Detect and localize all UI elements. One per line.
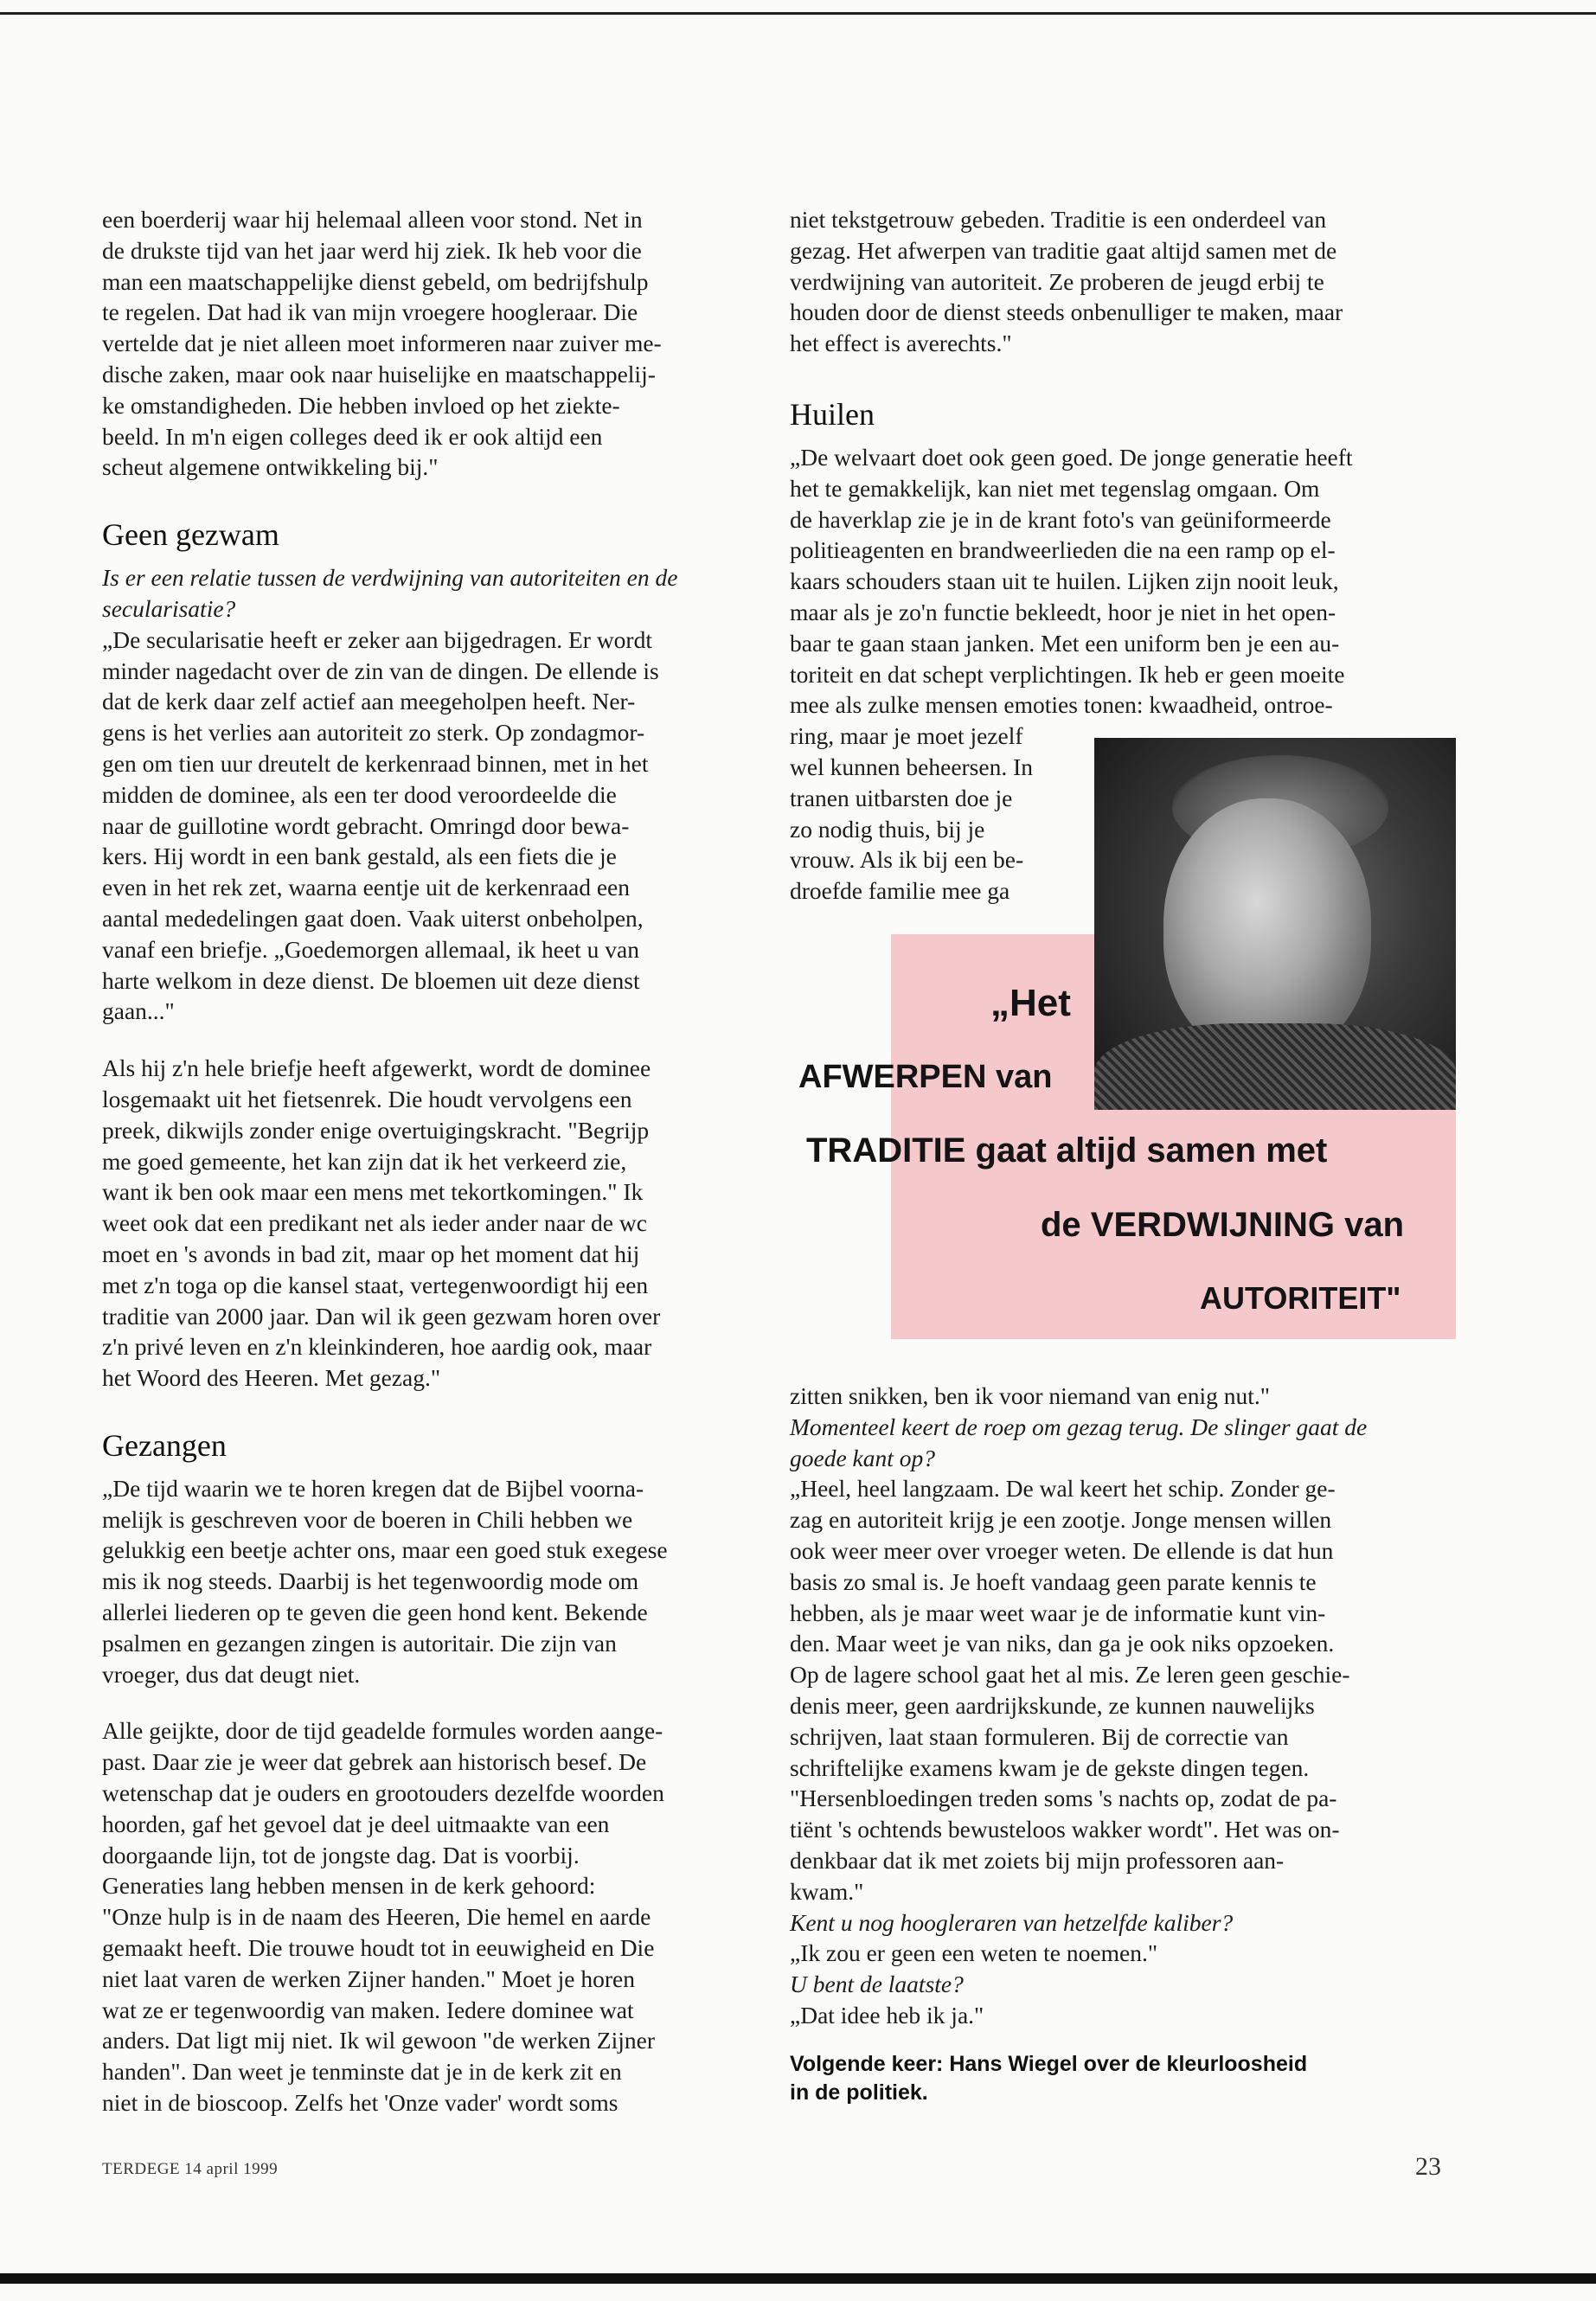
paragraph: „De secularisatie heeft er zeker aan bijgedragen. Er wordt minder nagedacht over de zin van de dingen. De ellende is dat de kerk daar zelf actief aan meegeholpen heeft. Ner- gens is het verlies aan autoriteit zo sterk. Op zondagmor- gen om tien uur dreutelt de kerkenraad binnen, met in het midden de dominee, als een ter dood veroordeelde die naar de guillotine wordt gebracht. Omringd door bewa- kers. Hij wordt in een bank gestald, als een fiets die je even in het rek zet, waarna eentje uit de kerkenraad een aantal mededelingen gaat doen. Vaak uiterst onbeholpen, vanaf een briefje. „Goedemorgen allemaal, ik heet u van harte welkom in deze dienst. De bloemen uit deze dienst gaan..." — [102, 625, 659, 1025]
interview-question: Kent u nog hoogleraren van hetzelfde kaliber? — [790, 1908, 1234, 1936]
next-issue-teaser: Volgende keer: Hans Wiegel over de kleurloosheid in de politiek. — [790, 2051, 1308, 2105]
pullquote-line: AFWERPEN van — [798, 1059, 1053, 1095]
section-heading-huilen: Huilen — [790, 396, 875, 432]
top-rule — [0, 12, 1596, 15]
pullquote-line: AUTORITEIT" — [1200, 1280, 1401, 1316]
page-number: 23 — [1415, 2152, 1441, 2181]
portrait-photo — [1094, 738, 1456, 1110]
interview-question: U bent de laatste? — [790, 1971, 964, 1998]
paragraph: „De tijd waarin we te horen kregen dat de Bijbel voorna- melijk is geschreven voor de boeren in Chili hebben we gelukkig een beetje achter ons, maar een goed stuk exegese mis ik nog steeds. Daarbij is het tegenwoordig mode om allerlei liederen op te geven die geen hond kent. Bekende psalmen en gezangen zingen is autoritair. Die zijn van vroeger, dus dat deugt niet. — [102, 1474, 668, 1688]
portrait-coat — [1094, 1023, 1456, 1110]
paragraph: niet tekstgetrouw gebeden. Traditie is een onderdeel van gezag. Het afwerpen van traditie gaat altijd samen met de verdwijning van autoriteit. Ze proberen de jeugd erbij te houden door de dienst steeds onbenulliger te maken, maar het effect is averechts." — [790, 206, 1343, 357]
pullquote-line: de VERDWIJNING van — [1041, 1206, 1405, 1244]
paragraph: „Dat idee heb ik ja." — [790, 2001, 984, 2029]
paragraph: „Heel, heel langzaam. De wal keert het schip. Zonder ge- zag en autoriteit krijg je een zootje. Jonge mensen willen ook weer meer over vroeger weten. De ellende is dat hun basis zo smal is. Je hoeft vandaag geen parate kennis te hebben, als je maar weet waar je de informatie kunt vin- den. Maar weet je van niks, dan ga je ook niks opzoeken. Op de lagere school gaat het al mis. Ze leren geen geschie- denis meer, geen aardrijkskunde, ze kunnen nauwelijks schrijven, laat staan formuleren. Bij de correctie van schriftelijke examens kwam je de gekste dingen tegen. "Hersenbloedingen treden soms 's nachts op, zodat de pa- tiënt 's ochtends bewusteloos wakker wordt". Het was on- denkbaar dat ik met zoiets bij mijn professoren aan- kwam." — [790, 1475, 1350, 1905]
section-heading-geen-gezwam: Geen gezwam — [102, 517, 279, 553]
pullquote-line: TRADITIE gaat altijd samen met — [806, 1131, 1328, 1170]
paragraph: zitten snikken, ben ik voor niemand van enig nut." — [790, 1382, 1270, 1409]
section-heading-gezangen: Gezangen — [102, 1427, 227, 1463]
footer-publication: TERDEGE 14 april 1999 — [102, 2160, 279, 2178]
pullquote-line: „Het — [990, 982, 1071, 1024]
paragraph: Alle geijkte, door de tijd geadelde formules worden aange- past. Daar zie je weer dat gebrek aan historisch besef. De wetenschap dat je ouders en grootouders dezelfde woorden hoorden, gaf het gevoel dat je deel uitmaakte van een doorgaande lijn, tot de jongste dag. Dat is voorbij. Generaties lang hebben mensen in de kerk gehoord: "Onze hulp is in de naam des Heeren, Die hemel en aarde gemaakt heeft. Die trouwe houdt tot in eeuwigheid en Die niet laat varen de werken Zijner handen." Moet je horen wat ze er tegenwoordig van maken. Iedere dominee wat anders. Dat ligt mij niet. Ik wil gewoon "de werken Zijner handen". Dan weet je tenminste dat je in de kerk zit en niet in de bioscoop. Zelfs het 'Onze vader' wordt soms — [102, 1717, 664, 2117]
portrait-face — [1163, 798, 1371, 1058]
bottom-rule — [0, 2273, 1596, 2284]
interview-question: Momenteel keert de roep om gezag terug. De slinger gaat de goede kant op? — [790, 1413, 1368, 1471]
interview-question: Is er een relatie tussen de verdwijning van autoriteiten en de secularisatie? — [102, 564, 678, 622]
paragraph-wrap-photo: ring, maar je moet jezelf wel kunnen beheersen. In tranen uitbarsten doe je zo nodig thuis, bij je vrouw. Als ik bij een be- droefde familie mee ga — [790, 722, 1034, 905]
paragraph: Als hij z'n hele briefje heeft afgewerkt, wordt de dominee losgemaakt uit het fietsenrek. Die houdt vervolgens een preek, dikwijls zonder enige overtuigingskracht. "Begrijp me goed gemeente, het kan zijn dat ik het verkeerd zie, want ik ben ook maar een mens met tekortkomingen." Ik weet ook dat een predikant net als ieder ander naar de wc moet en 's avonds in bad zit, maar op het moment dat hij met z'n toga op die kansel staat, vertegenwoordigt hij een traditie van 2000 jaar. Dan wil ik geen gezwam horen over z'n privé leven en z'n kleinkinderen, hoe aardig ook, maar het Woord des Heeren. Met gezag." — [102, 1054, 661, 1392]
paragraph: een boerderij waar hij helemaal alleen voor stond. Net in de drukste tijd van het jaar werd hij ziek. Ik heb voor die man een maatschappelijke dienst gebeld, om bedrijfshulp te regelen. Dat had ik van mijn vroegere hoogleraar. Die vertelde dat je niet alleen moet informeren naar zuiver me- dische zaken, maar ook naar huiselijke en maatschappelij- ke omstandigheden. Die hebben invloed op het ziekte- beeld. In m'n eigen colleges deed ik er ook altijd een scheut algemene ontwikkeling bij." — [102, 206, 662, 481]
left-column — [102, 204, 766, 2118]
paragraph: „Ik zou er geen een weten te noemen." — [790, 1939, 1158, 1967]
paragraph: „De welvaart doet ook geen goed. De jonge generatie heeft het te gemakkelijk, kan niet met tegenslag omgaan. Om de haverklap zie je in de krant foto's van geüniformeerde politieagenten en brandweerlieden die na een ramp op el- kaars schouders staan uit te huilen. Lijken zijn nooit leuk, maar als je zo'n functie bekleedt, hoor je niet in het open- baar te gaan staan janken. Met een uniform ben je een au- toriteit en dat schept verplichtingen. Ik heb er geen moeite mee als zulke mensen emoties tonen: kwaadheid, ontroe- — [790, 443, 1353, 719]
right-column-bottom — [790, 1381, 1456, 2107]
